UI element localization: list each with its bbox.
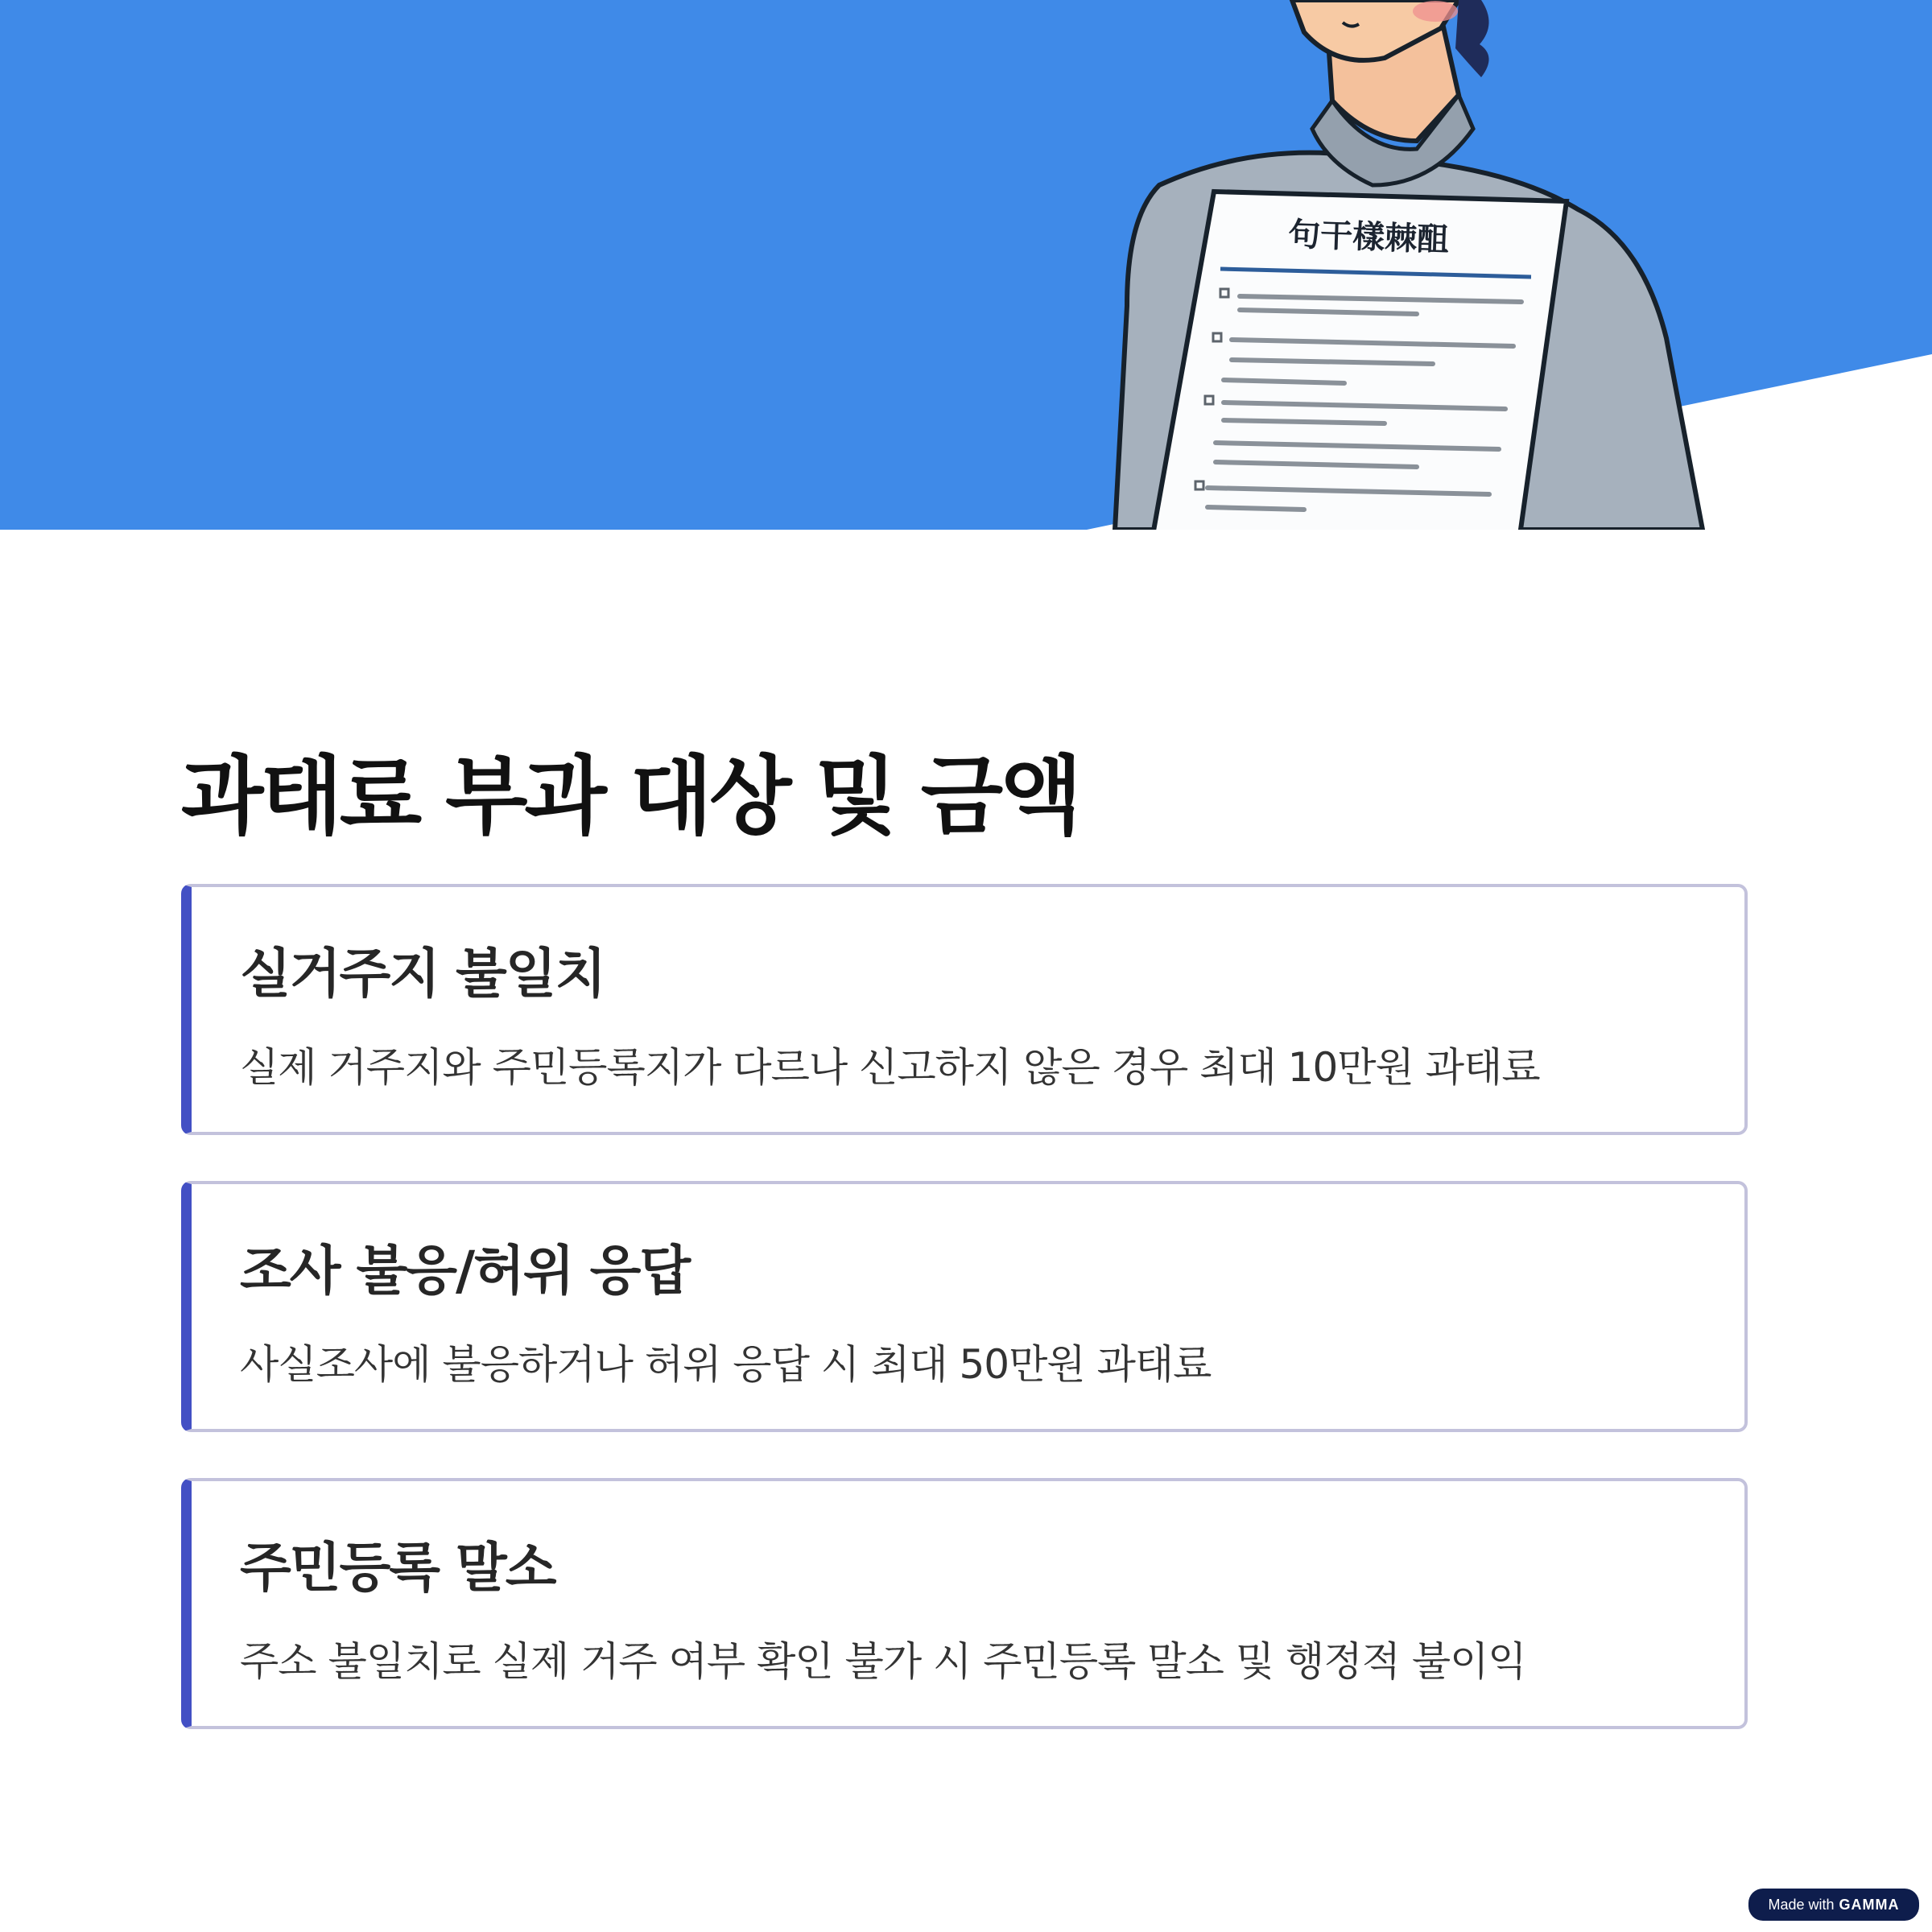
card-title: 주민등록 말소 bbox=[240, 1537, 555, 1599]
card-registration-cancellation bbox=[181, 1478, 1748, 1729]
hero-illustration bbox=[0, 0, 1932, 530]
card-title: 조사 불응/허위 응답 bbox=[240, 1240, 690, 1302]
page-title: 과태료 부과 대상 및 금액 bbox=[181, 747, 1080, 846]
document-heading: 句干樣棘䣯 bbox=[1287, 216, 1450, 259]
card-description: 주소 불일치로 실제 거주 여부 확인 불가 시 주민등록 말소 및 행정적 불이익 bbox=[240, 1638, 1526, 1685]
card-description: 사실조사에 불응하거나 허위 응답 시 최대 50만원 과태료 bbox=[240, 1341, 1212, 1388]
hero-banner bbox=[0, 0, 1932, 530]
card-residence-mismatch bbox=[181, 884, 1748, 1135]
made-with-gamma-badge[interactable] bbox=[1748, 1889, 1919, 1921]
card-investigation-refusal bbox=[181, 1181, 1748, 1432]
badge-prefix: Made with bbox=[1768, 1896, 1835, 1913]
badge-brand: GAMMA bbox=[1839, 1896, 1900, 1913]
card-title: 실거주지 불일치 bbox=[240, 943, 605, 1005]
document-illustration bbox=[1153, 192, 1567, 530]
card-description: 실제 거주지와 주민등록지가 다르나 신고하지 않은 경우 최대 10만원 과태료 bbox=[240, 1044, 1540, 1091]
